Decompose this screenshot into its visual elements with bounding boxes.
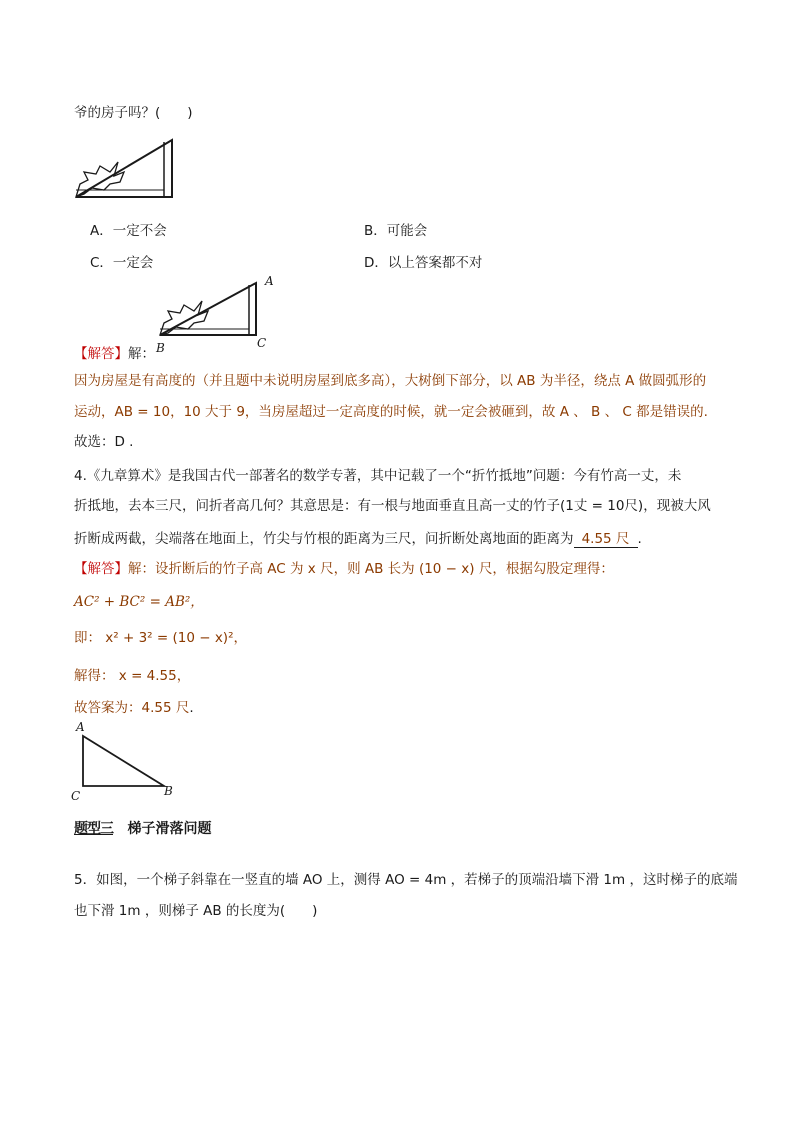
q3-option-d: D．以上答案都不对 xyxy=(364,255,483,271)
q4-eq-3: 解得： x = 4.55， xyxy=(74,668,191,684)
q4-line-3-end: . xyxy=(637,531,642,547)
q3-option-c: C．一定会 xyxy=(90,255,154,271)
q5-line-1: 5．如图，一个梯子斜靠在一竖直的墙 AO 上，测得 AO = 4m ，若梯子的顶端沿墙下滑 1m ，这时梯子的底端 xyxy=(74,872,738,888)
q3-tree-figure xyxy=(70,132,180,202)
q4-line-1: 4.《九章算术》是我国古代一部著名的数学专著，其中记载了一个“折竹抵地”问题：今有竹高一丈，未 xyxy=(74,468,682,484)
q4-final-value: 4.55 尺 xyxy=(141,700,190,716)
q3-option-b: B．可能会 xyxy=(364,223,428,239)
q4-blank-answer: 4.55 尺 xyxy=(574,527,638,548)
q4-line-3-text: 折断成两截，尖端落在地面上，竹尖与竹根的距离为三尺，问折断处离地面的距离为 xyxy=(74,531,574,547)
q4-label-c: C xyxy=(71,789,81,803)
answer-tag: 【解答】 xyxy=(74,561,128,577)
q3-answer-line-1: 因为房屋是有高度的（并且题中未说明房屋到底多高），大树倒下部分，以 AB 为半径，绕点 A 做圆弧形的 xyxy=(74,373,707,389)
q4-line-2: 折抵地，去本三尺，问折者高几何？其意思是：有一根与地面垂直且高一丈的竹子(1丈 = 10尺)，现被大风 xyxy=(74,498,711,514)
q4-label-a: A xyxy=(76,720,85,734)
q3-answer-header xyxy=(74,342,155,362)
q4-triangle-figure xyxy=(78,724,178,794)
q4-answer-header xyxy=(74,557,614,577)
q3-label-c: C xyxy=(257,336,267,350)
q4-line-3 xyxy=(74,527,642,548)
q5-line-2: 也下滑 1m ，则梯子 AB 的长度为( ) xyxy=(74,903,318,919)
q4-eq-1: AC² + BC² = AB²， xyxy=(74,594,204,610)
q4-final xyxy=(74,696,194,716)
q4-answer-line: 解：设折断后的竹子高 AC 为 x 尺，则 AB 长为 (10 − x) 尺，根据勾股定理得： xyxy=(128,561,614,577)
q4-label-b: B xyxy=(164,784,173,798)
q4-final-label: 故答案为： xyxy=(74,700,142,716)
q3-label-a: A xyxy=(265,274,274,288)
answer-tag: 【解答】 xyxy=(74,346,128,362)
q3-answer-line-2: 运动，AB = 10，10 大于 9，当房屋超过一定高度的时候，就一定会被砸到，故 A 、 B 、 C 都是错误的. xyxy=(74,404,708,420)
q4-final-end: . xyxy=(189,700,194,716)
section-header xyxy=(74,818,211,838)
q4-eq-2: 即： x² + 3² = (10 − x)²， xyxy=(74,630,247,646)
section-title: 梯子滑落问题 xyxy=(127,821,212,837)
q3-label-b: B xyxy=(156,341,165,355)
answer-intro: 解： xyxy=(128,346,155,362)
q3-option-a: A．一定不会 xyxy=(90,223,167,239)
q3-choice: 故选：D . xyxy=(74,434,134,450)
q3-question-tail: 爷的房子吗？( ) xyxy=(74,105,193,121)
section-badge: 题型三 xyxy=(74,821,113,837)
